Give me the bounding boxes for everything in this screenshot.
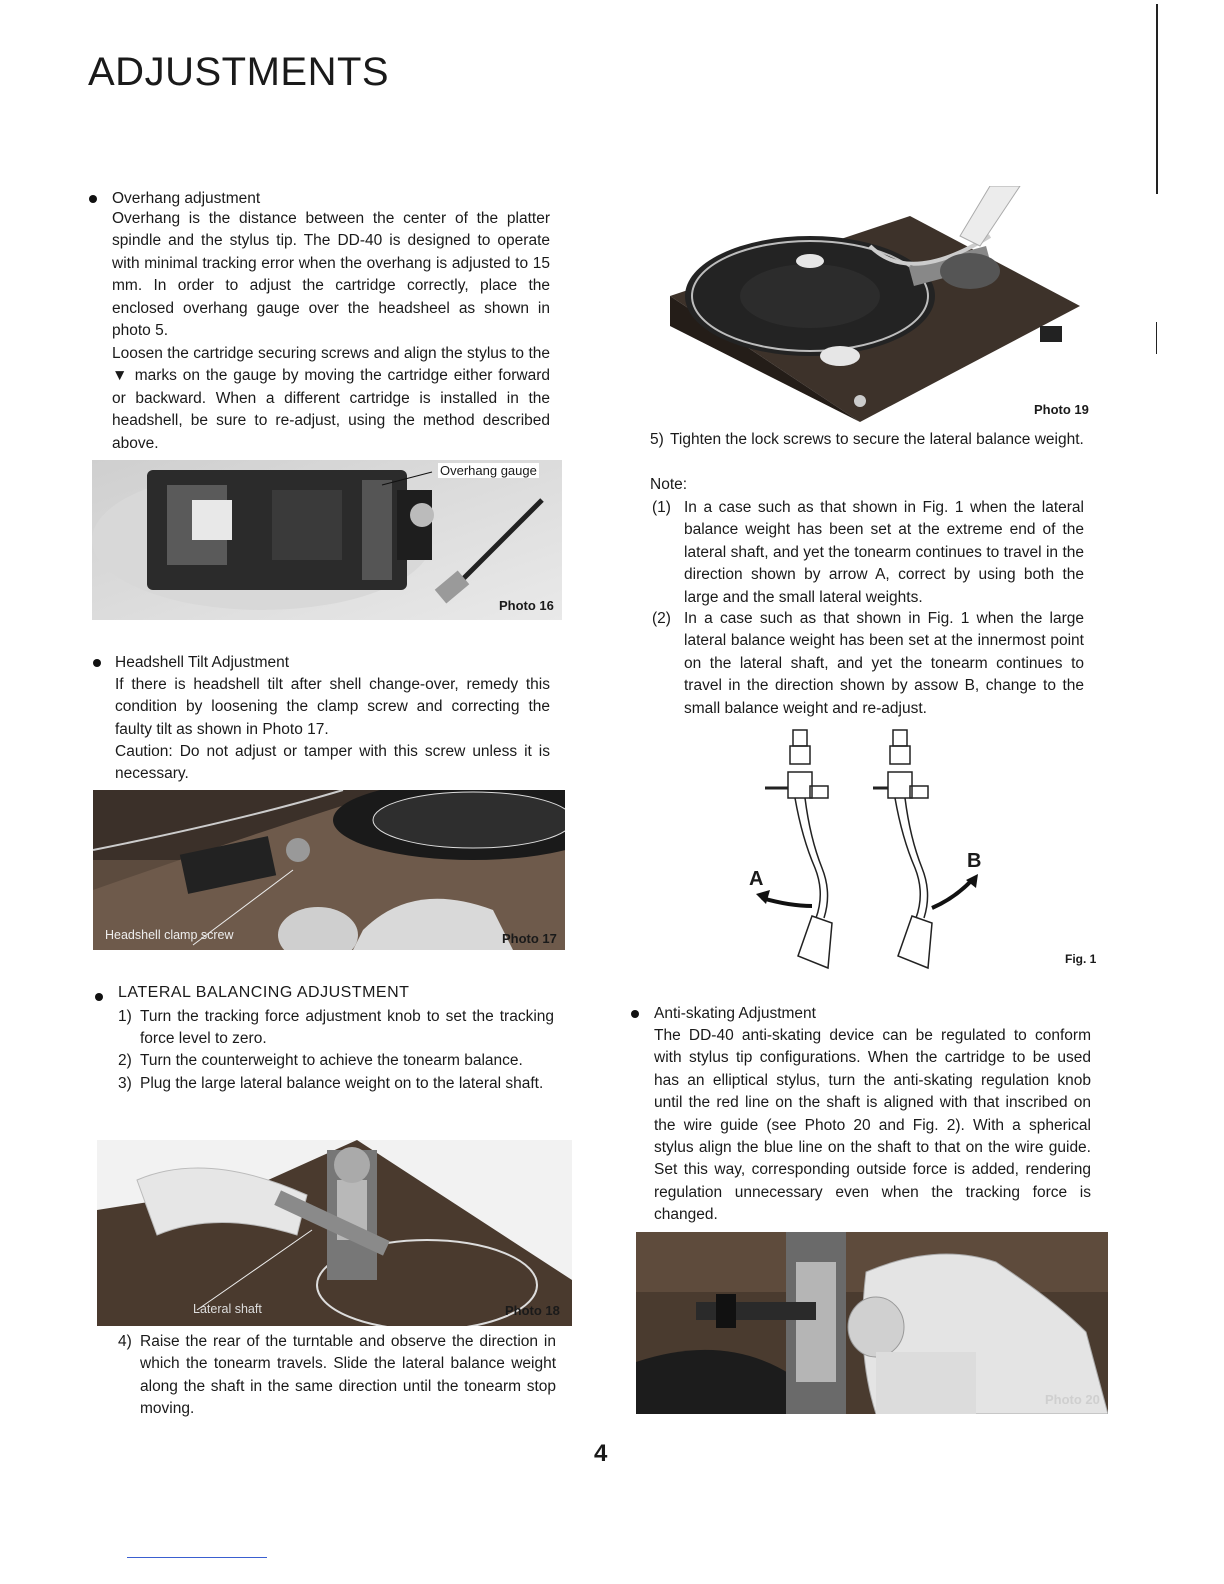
photo-17-caption: Photo 17	[502, 931, 557, 946]
lateral-step-5	[650, 429, 1086, 451]
step-number: 2)	[118, 1052, 132, 1069]
note-number: (1)	[652, 499, 671, 516]
margin-rule	[1156, 4, 1158, 194]
arrow-b	[932, 880, 972, 908]
note-text: In a case such as that shown in Fig. 1 when the lateral balance weight has been set at the extreme end of the lateral shaft, and yet the tonearm continues to travel in the direction shown by arrow A, correct by using both the large and the small lateral weights.	[684, 499, 1084, 606]
step-number: 1)	[118, 1008, 132, 1025]
tonearm-b	[873, 730, 932, 968]
note-label: Note:	[650, 476, 688, 493]
photo-20-image	[636, 1232, 1108, 1414]
arrow-a	[762, 898, 812, 906]
step-number: 3)	[118, 1075, 132, 1092]
photo-20	[636, 1232, 1108, 1414]
overhang-paragraph-1: Overhang is the distance between the center of the platter spindle and the stylus tip. The DD-40 is designed to operate with minimal tracking error when the overhang is adjusted to 15 mm. In order to adjust the cartridge correctly, place the enclosed overhang gauge over the headsheel as shown in photo 5.	[112, 210, 550, 340]
antiskating-heading: Anti-skating Adjustment	[654, 1005, 816, 1022]
headshell-clamp-screw-label: Headshell clamp screw	[105, 928, 234, 942]
note-2	[652, 608, 1084, 720]
photo-16-caption: Photo 16	[499, 598, 554, 613]
tilt-heading: Headshell Tilt Adjustment	[115, 654, 290, 671]
overhang-paragraph-2: Loosen the cartridge securing screws and align the stylus to the ▼ marks on the gauge by moving the cartridge either forward or backward. When a different cartridge is installed in the headshell, be sure to re-adjust, using the method described above.	[112, 345, 550, 452]
tilt-paragraph-1: If there is headshell tilt after shell change-over, remedy this condition by loosening the clamp screw and correcting the faulty tilt as shown in Photo 17.	[115, 676, 550, 738]
step-text: Tighten the lock screws to secure the lateral balance weight.	[670, 431, 1084, 448]
lateral-step-2	[118, 1050, 568, 1072]
page-number: 4	[594, 1440, 608, 1467]
note-number: (2)	[652, 610, 671, 627]
lateral-shaft-label: Lateral shaft	[193, 1302, 262, 1316]
step-number: 4)	[118, 1333, 132, 1350]
step-text: Plug the large lateral balance weight on to the lateral shaft.	[140, 1075, 544, 1092]
antiskating-paragraph: The DD-40 anti-skating device can be regulated to conform with stylus tip configurations. When the cartridge to be used has an elliptical stylus, turn the anti-skating regulation knob until the red line on the shaft is aligned with that inscribed on the wire guide (see Photo 20 and Fig. 2). With a spherical stylus align the blue line on the shaft to that on the wire guide. Set this way, corresponding outside force is added, rendering regulation unnecessary even when the tracking force is changed.	[654, 1027, 1091, 1224]
bullet-dot	[95, 993, 103, 1001]
bullet-dot	[631, 1010, 639, 1018]
overhang-heading: Overhang adjustment	[112, 190, 261, 207]
page-title: ADJUSTMENTS	[88, 50, 390, 94]
note-1	[652, 497, 1084, 609]
lateral-step-4	[118, 1331, 556, 1421]
lateral-heading: LATERAL BALANCING ADJUSTMENT	[118, 984, 410, 1001]
margin-rule	[1156, 322, 1157, 354]
fig-1-diagram	[740, 728, 1000, 978]
photo-18-image	[97, 1140, 572, 1326]
photo-16-image	[92, 460, 562, 620]
note-text: In a case such as that shown in Fig. 1 when the large lateral balance weight has been set at the innermost point on the lateral shaft, and yet the tonearm continues to travel in the direction shown by assow B, change to the small balance weight and re-adjust.	[684, 610, 1084, 717]
step-text: Turn the tracking force adjustment knob to set the tracking force level to zero.	[140, 1008, 554, 1048]
photo-19	[660, 186, 1100, 422]
step-number: 5)	[650, 431, 664, 448]
photo-17	[93, 790, 565, 950]
tonearm-a	[765, 730, 832, 968]
footer-rule	[127, 1557, 267, 1558]
fig-label-b: B	[967, 850, 982, 872]
photo-17-image	[93, 790, 565, 950]
photo-19-image	[660, 186, 1100, 422]
photo-16	[92, 460, 562, 620]
photo-20-caption: Photo 20	[1045, 1392, 1100, 1407]
photo-18-caption: Photo 18	[505, 1303, 560, 1318]
step-text: Turn the counterweight to achieve the tonearm balance.	[140, 1052, 523, 1069]
bullet-dot	[93, 659, 101, 667]
fig-label-a: A	[749, 868, 764, 890]
photo-18	[97, 1140, 572, 1326]
lateral-step-1	[118, 1006, 554, 1051]
arrow-a-head	[756, 890, 770, 904]
overhang-gauge-label: Overhang gauge	[440, 463, 537, 478]
photo-19-caption: Photo 19	[1034, 402, 1089, 417]
fig-1-caption: Fig. 1	[1065, 952, 1097, 966]
step-text: Raise the rear of the turntable and observe the direction in which the tonearm travels. Slide the lateral balance weight along the shaft in the same direction until the tonearm stop moving.	[140, 1333, 556, 1418]
tilt-caution: Caution: Do not adjust or tamper with this screw unless it is necessary.	[115, 743, 550, 783]
lateral-step-3	[118, 1073, 554, 1095]
bullet-dot	[89, 195, 97, 203]
